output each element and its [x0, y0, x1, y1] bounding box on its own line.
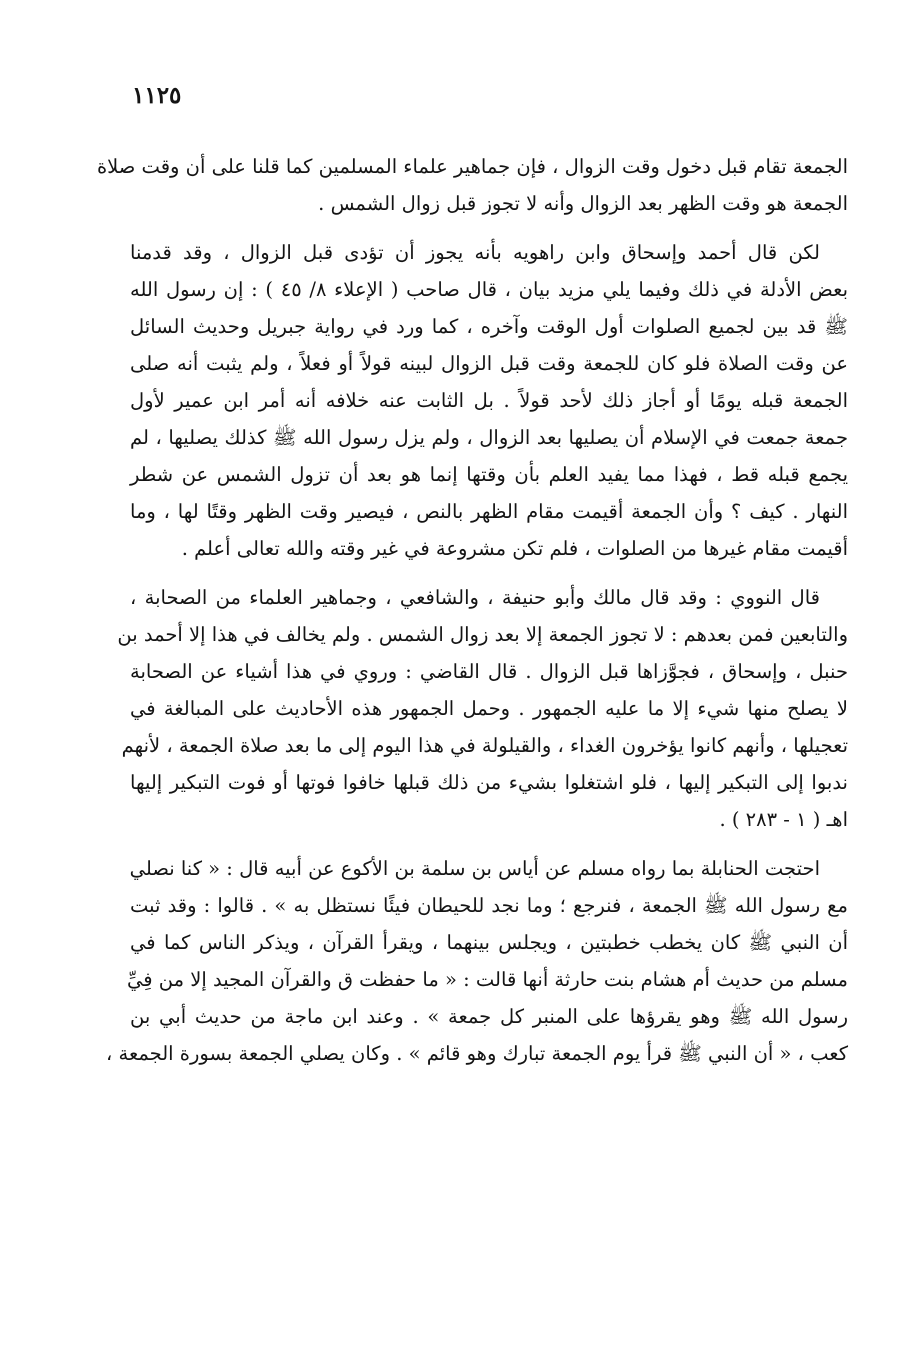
text-line: الجمعة قبله يومًا أو أجاز ذلك لأحد قولاً . بل الثابت عنه خلافه أنه أمر ابن عمير لأول — [130, 389, 848, 412]
text-line: مسلم من حديث أم هشام بنت حارثة أنها قالت : « ما حفظت ق والقرآن المجيد إلا من فِيِّ — [126, 968, 848, 991]
text-line: لكن قال أحمد وإسحاق وابن راهويه بأنه يجوز أن تؤدى قبل الزوال ، وقد قدمنا — [130, 241, 820, 264]
text-line: ندبوا إلى التبكير إليها ، فلو اشتغلوا بشيء من ذلك قبلها خافوا فوتها أو فوت التبكير إليها — [130, 771, 848, 794]
text-line: رسول الله ﷺ وهو يقرؤها على المنبر كل جمعة » . وعند ابن ماجة من حديث أبي بن — [130, 1005, 848, 1028]
paragraph — [96, 148, 848, 222]
paragraph — [130, 234, 848, 567]
text-line: النهار . كيف ؟ وأن الجمعة أقيمت مقام الظهر بالنص ، فيصير وقت الظهر وقتًا لها ، وما — [130, 500, 848, 523]
text-line: كعب ، « أن النبي ﷺ قرأ يوم الجمعة تبارك وهو قائم » . وكان يصلي الجمعة بسورة الجمعة ، — [106, 1042, 848, 1065]
text-line: جمعة جمعت في الإسلام أن يصليها بعد الزوال ، ولم يزل رسول الله ﷺ كذلك يصليها ، لم — [130, 426, 848, 449]
text-line: لا يصلح منها شيء إلا ما عليه الجمهور . وحمل الجمهور هذه الأحاديث على المبالغة في — [130, 697, 848, 720]
text-line: والتابعين فمن بعدهم : لا تجوز الجمعة إلا بعد زوال الشمس . ولم يخالف في هذا إلا أحمد بن — [117, 623, 848, 646]
text-line: الجمعة تقام قبل دخول وقت الزوال ، فإن جماهير علماء المسلمين كما قلنا على أن وقت صلاة — [96, 155, 848, 178]
text-line: أقيمت مقام غيرها من الصلوات ، فلم تكن مشروعة في غير وقته والله تعالى أعلم . — [181, 537, 848, 560]
text-line: بعض الأدلة في ذلك وفيما يلي مزيد بيان ، قال صاحب ( الإعلاء ٨/ ٤٥ ) : إن رسول الله — [130, 278, 848, 301]
page-number: ١١٢٥ — [132, 82, 182, 109]
text-line: احتجت الحنابلة بما رواه مسلم عن أياس بن سلمة بن الأكوع عن أبيه قال : « كنا نصلي — [129, 857, 820, 880]
paragraph — [117, 579, 848, 838]
text-line: ﷺ قد بين لجميع الصلوات أول الوقت وآخره ، كما ورد في رواية جبريل وحديث السائل — [130, 315, 848, 338]
text-line: حنبل ، وإسحاق ، فجوَّزاها قبل الزوال . قال القاضي : وروي في هذا أشياء عن الصحابة — [130, 660, 848, 683]
paragraph — [106, 850, 848, 1072]
body-text — [96, 148, 848, 1072]
text-line: اهـ ( ١ - ٢٨٣ ) . — [719, 808, 848, 831]
text-line: تعجيلها ، وأنهم كانوا يؤخرون الغداء ، والقيلولة في هذا اليوم إلى ما بعد صلاة الجمعة ، لأنهم — [121, 734, 848, 757]
text-line: مع رسول الله ﷺ الجمعة ، فنرجع ؛ وما نجد للحيطان فيئًا نستظل به » . قالوا : وقد ثبت — [130, 894, 848, 917]
text-line: يجمع قبله قط ، فهذا مما يفيد العلم بأن وقتها إنما هو بعد أن تزول الشمس عن شطر — [130, 463, 848, 486]
text-line: أن النبي ﷺ كان يخطب خطبتين ، ويجلس بينهما ، ويقرأ القرآن ، ويذكر الناس كما في — [130, 931, 848, 954]
text-line: الجمعة هو وقت الظهر بعد الزوال وأنه لا تجوز قبل زوال الشمس . — [318, 192, 848, 215]
text-line: قال النووي : وقد قال مالك وأبو حنيفة ، والشافعي ، وجماهير العلماء من الصحابة ، — [130, 586, 820, 609]
text-line: عن وقت الصلاة فلو كان للجمعة وقت قبل الزوال لبينه قولاً أو فعلاً ، ولم يثبت أنه صلى — [130, 352, 848, 375]
